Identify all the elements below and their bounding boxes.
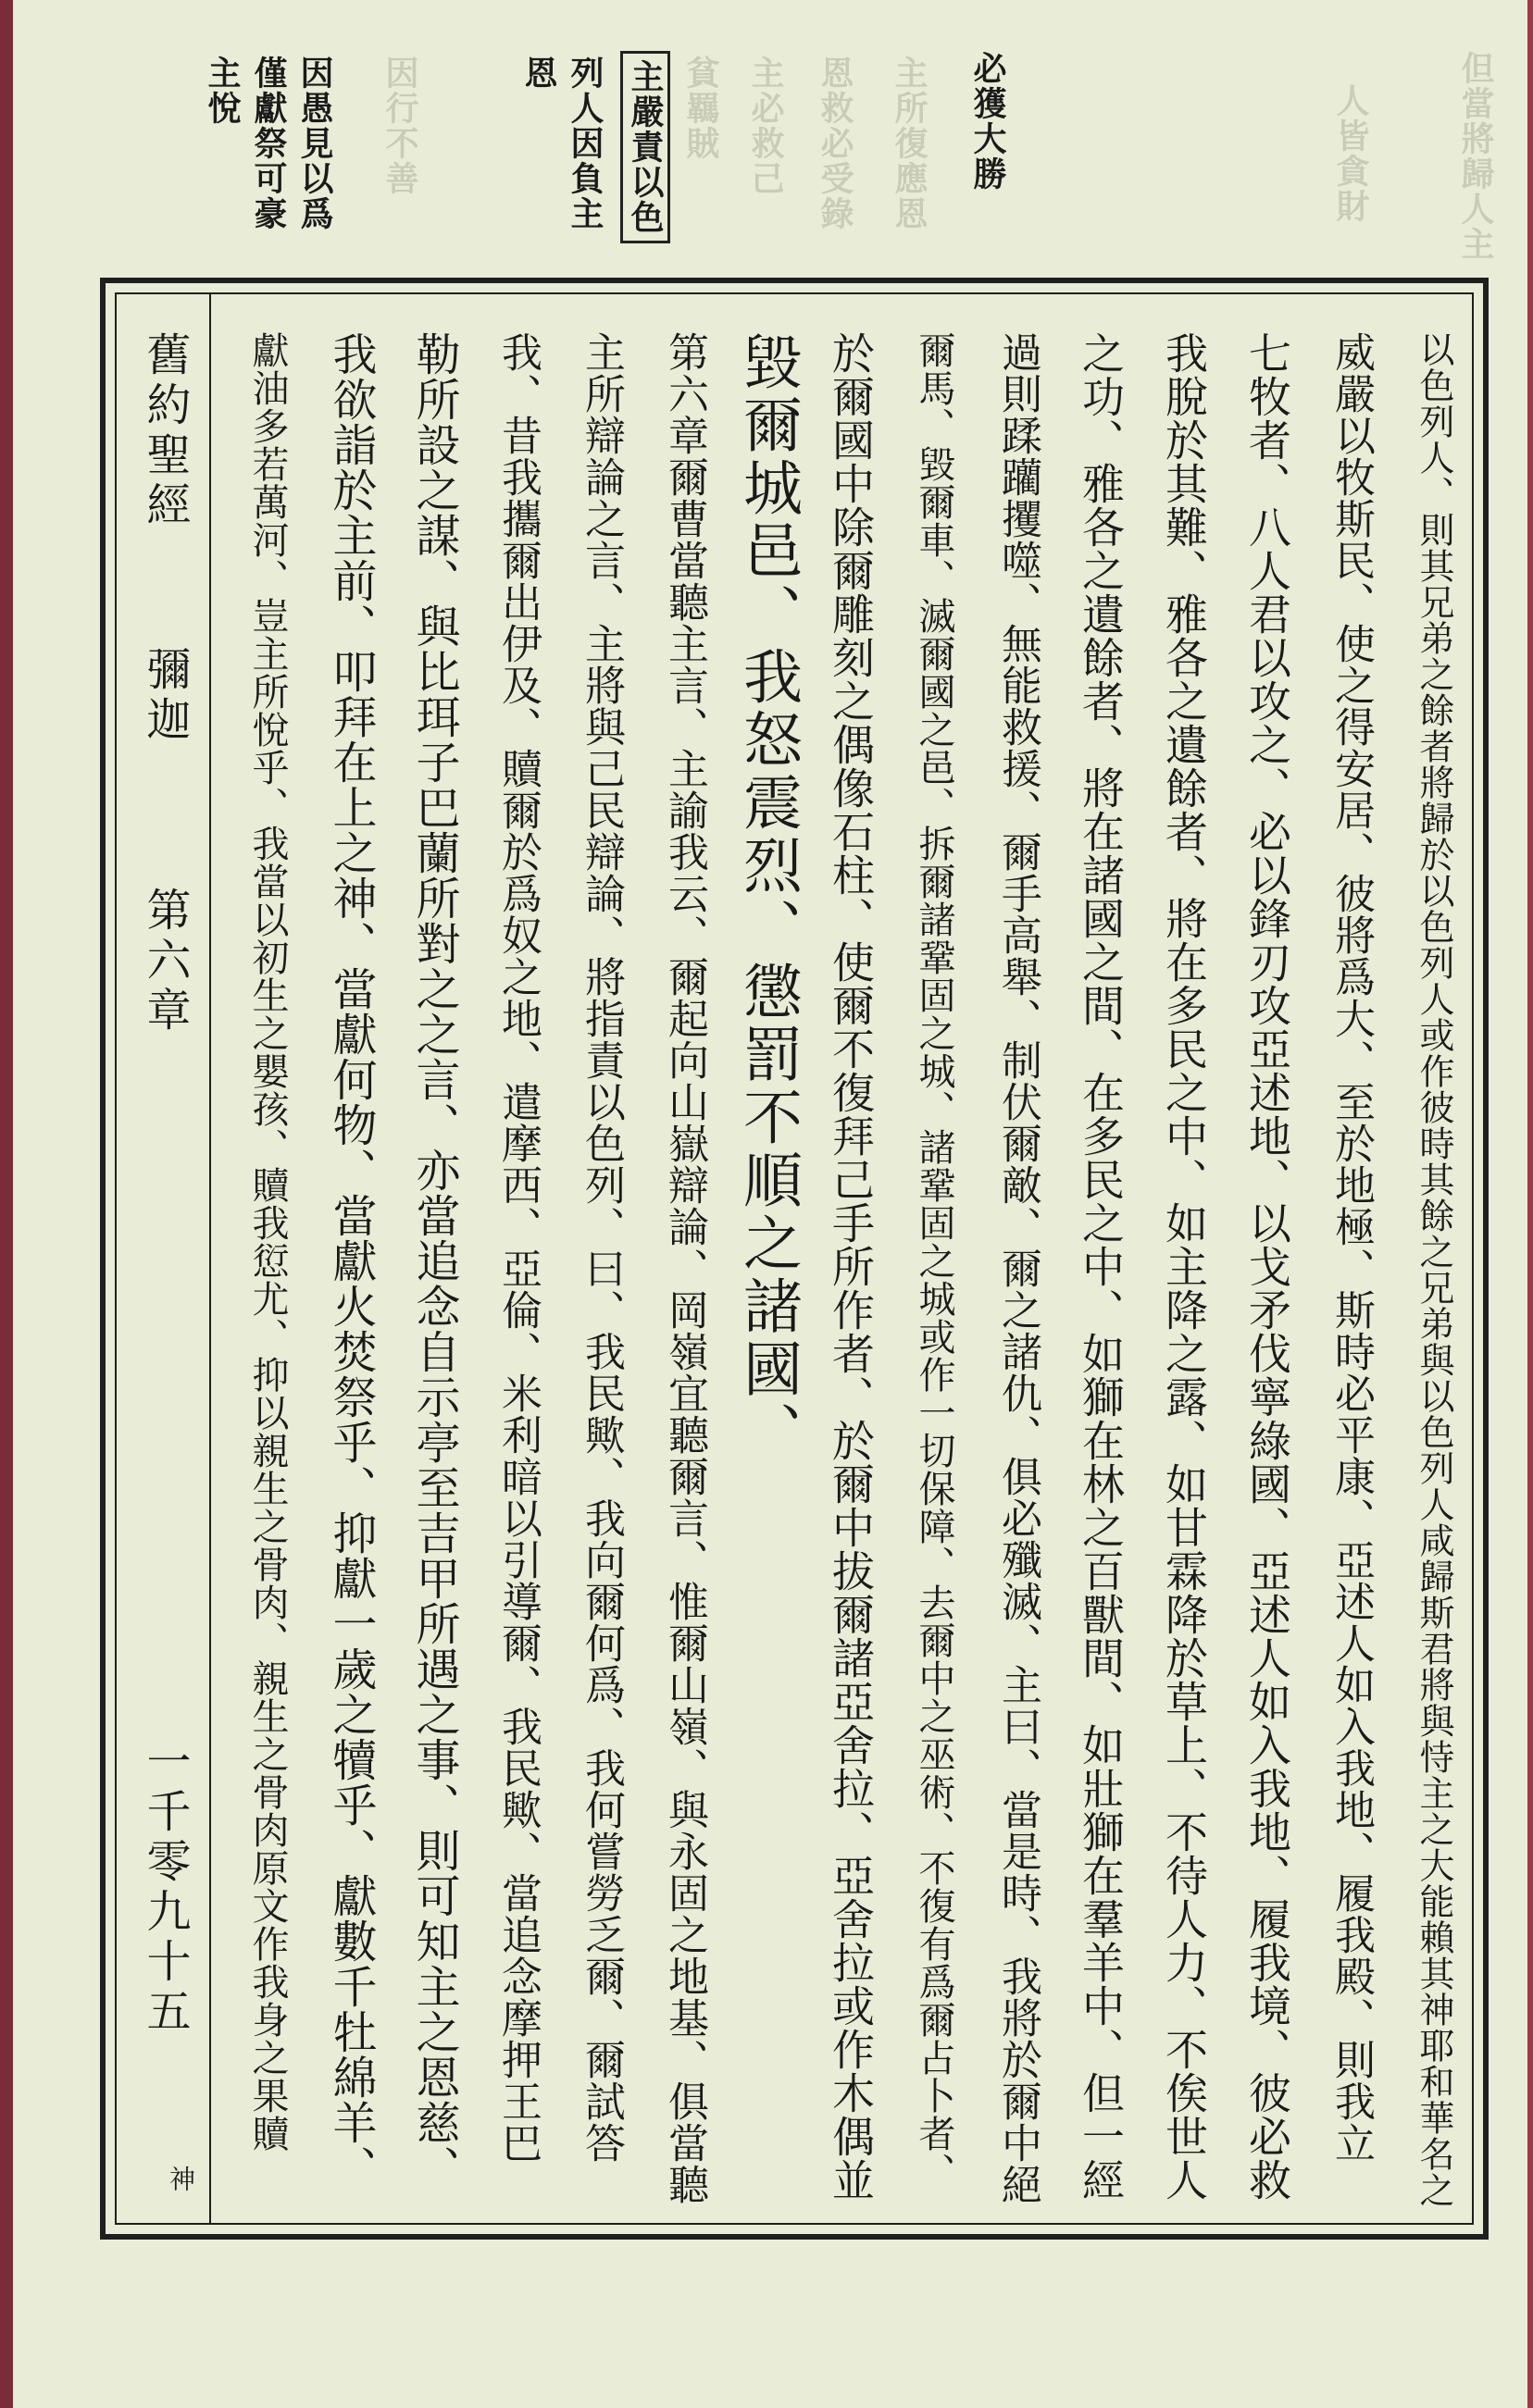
- margin-note-6: 主悅: [203, 56, 242, 126]
- margin-note-2: 列人因負主: [566, 56, 604, 231]
- text-column: 我脫於其難、雅各之遺餘者、將在多民之中、如主降之露、如甘霖降於草上、不待人力、不俟世人: [1159, 331, 1209, 2202]
- text-column: 之功、雅各之遺餘者、將在諸國之間、在多民之中、如獅在林之百獸間、如壯獅在羣羊中、但一經: [1076, 331, 1126, 2202]
- page-edge-left: [0, 0, 13, 2408]
- margin-ghost-text-6: 貧羈賊: [681, 56, 720, 161]
- text-column: 主所辯論之言、主將與己民辯論、將指責以色列、曰、我民歟、我向爾何爲、我何嘗勞乏爾、爾試答: [578, 331, 625, 2164]
- text-column: 於爾國中除爾雕刻之偶像石柱、使爾不復拜己手所作者、於爾中拔爾諸亞舍拉、亞舍拉或作木偶並: [826, 331, 876, 2202]
- margin-ghost-text-4: 恩救必受錄: [816, 56, 854, 231]
- text-column: 過則蹂躪攫噬、無能救援、爾手高舉、制伏爾敵、爾之諸仇、俱必殲滅、主曰、當是時、我將於爾中絕: [994, 331, 1041, 2205]
- margin-ghost-text-2: 人皆貪財: [1331, 83, 1370, 224]
- text-column: 威嚴以牧斯民、使之得安居、彼將爲大、至於地極、斯時必平康、亞述人如入我地、履我殿、則我立: [1327, 331, 1375, 2164]
- book-name: 彌迦: [139, 646, 191, 746]
- margin-note-4: 因愚見以爲: [295, 56, 334, 231]
- chapter-label: 第六章: [139, 887, 191, 1036]
- text-column: 我、昔我攜爾出伊及、贖爾於爲奴之地、遣摩西、亞倫、米利暗以引導爾、我民歟、當追念摩押王巴: [494, 331, 542, 2164]
- running-header: [117, 294, 211, 2223]
- text-column-chapter-start: 第六章爾曹當聽主言、主諭我云、爾起向山嶽辯論、岡嶺宜聽爾言、惟爾山嶺、與永固之地基、俱當聽: [661, 331, 708, 2205]
- margin-note-3: 恩: [519, 56, 558, 91]
- margin-ghost-text-5: 主必救己: [746, 56, 785, 196]
- margin-note-boxed: 主嚴責以色: [620, 51, 670, 243]
- margin-note-5: 僅獻祭可豪: [249, 56, 288, 231]
- margin-ghost-text-1: 但當將歸人主: [1456, 51, 1495, 262]
- text-frame-inner: [115, 292, 1474, 2225]
- text-column: 爾馬、毀爾車、滅爾國之邑、拆爾諸鞏固之城、諸鞏固之城或作一切保障、去爾中之巫術、不復有爲爾占卜者、: [913, 331, 955, 2191]
- text-frame: [100, 278, 1489, 2240]
- margin-ghost-text-7: 因行不善: [380, 56, 419, 196]
- margin-note-victory: 必獲大勝: [968, 51, 1007, 192]
- text-column: 獻油多若萬河、豈主所悅乎、我當以初生之嬰孩、贖我愆尤、抑以親生之骨肉、親生之骨肉原文作我身之果贖: [246, 331, 289, 2153]
- page-edge-right: [1527, 0, 1533, 2408]
- text-column: 毀爾城邑、我怒震烈、懲罰不順之諸國、: [733, 331, 802, 1464]
- text-column: 我欲詣於主前、叩拜在上之神、當獻何物、當獻火焚祭乎、抑獻一歲之犢乎、獻數千牡綿羊、: [325, 331, 377, 2191]
- page-number: 一千零九十五: [139, 1738, 191, 2038]
- text-column: 以色列人、則其兄弟之餘者將歸於以色列人或作彼時其餘之兄弟與以色列人咸歸斯君將與恃主之大能賴其神耶和華名之: [1414, 331, 1454, 2208]
- text-column: 七牧者、八人君以攻之、必以鋒刃攻亞述地、以戈矛伐寧綠國、亞述人如入我地、履我境、彼必救: [1242, 331, 1292, 2202]
- book-title: 舊約聖經: [139, 331, 191, 531]
- text-column: 勒所設之謀、與比珥子巴蘭所對之之言、亦當追念自示亭至吉甲所遇之事、則可知主之恩慈、: [408, 331, 460, 2191]
- footer-mark: 神: [166, 2166, 196, 2191]
- margin-ghost-text-3: 主所復應恩: [890, 56, 929, 231]
